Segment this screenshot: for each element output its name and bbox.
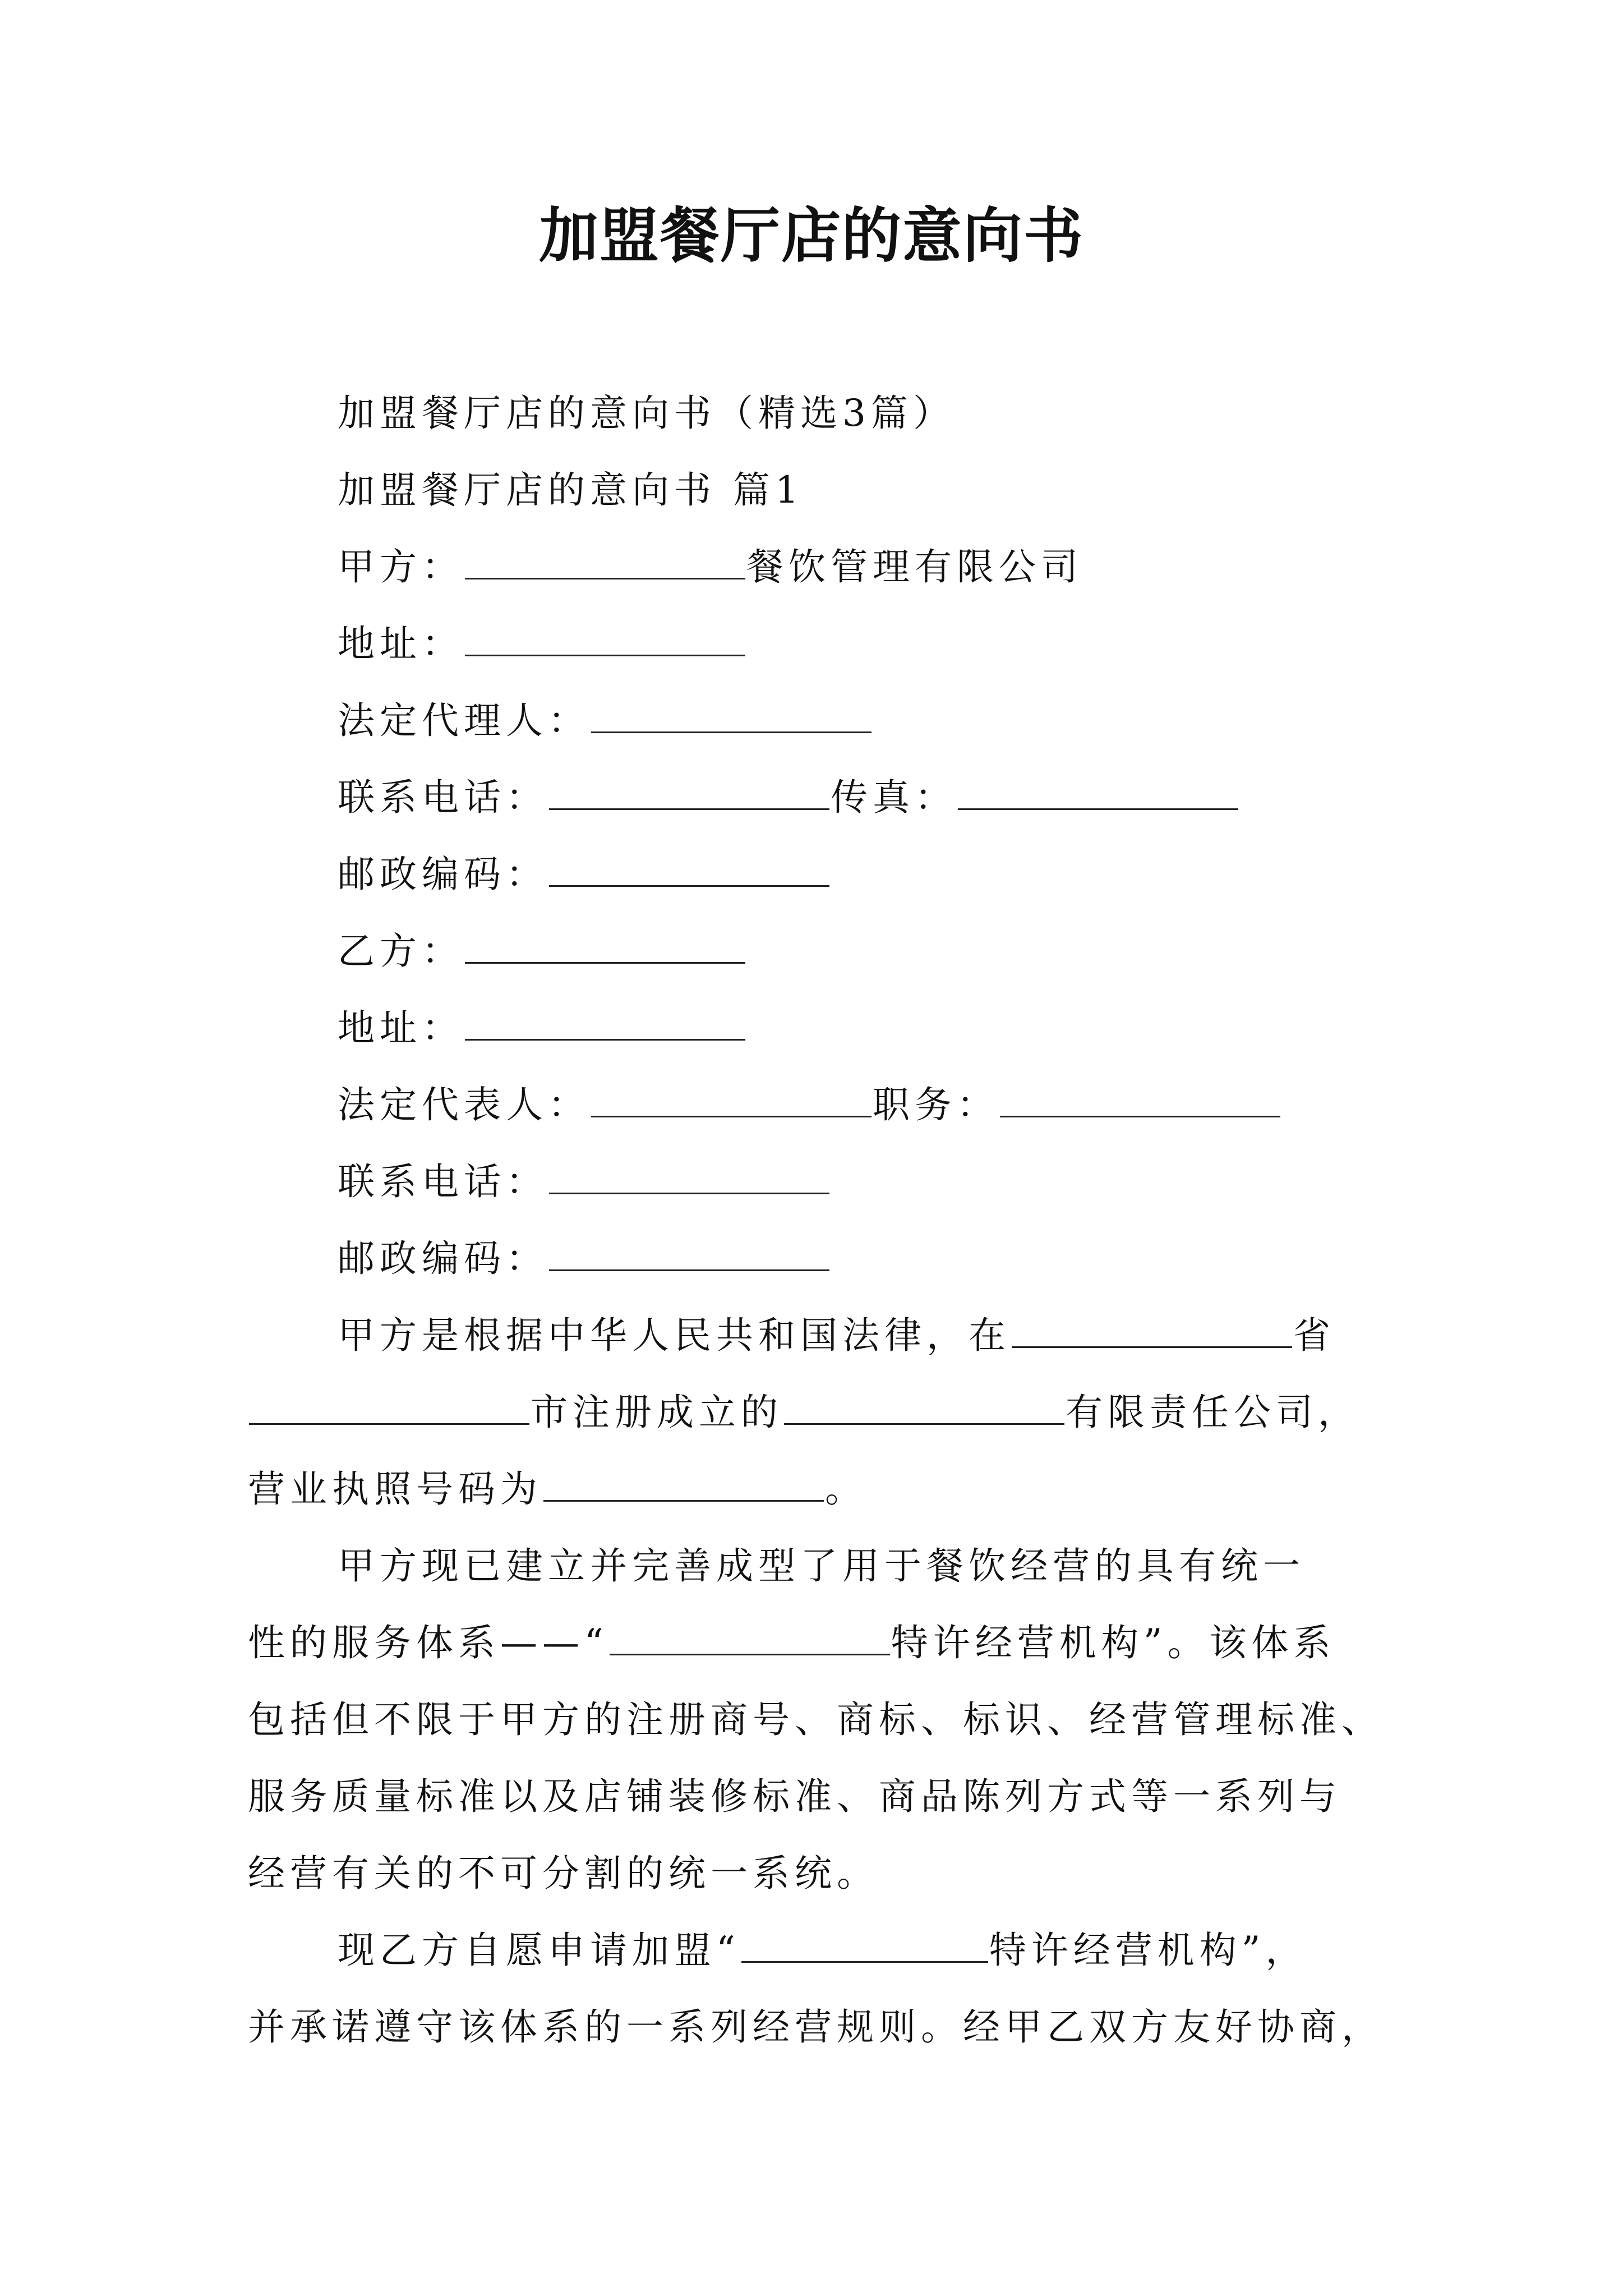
blank-field (1012, 1315, 1292, 1348)
blank-field (958, 777, 1238, 810)
text-run: 市注册成立的 (531, 1391, 783, 1434)
party-a-agent-line (248, 682, 1389, 759)
text-run: 性的服务体系——“ (248, 1621, 608, 1664)
fax-label: 传真： (831, 776, 957, 819)
blank-field (1000, 1084, 1280, 1117)
party-a-suffix: 餐饮管理有限公司 (746, 545, 1083, 588)
blank-field (591, 700, 872, 733)
party-a-postcode-line (248, 836, 1389, 913)
paragraph-line: 服务质量标准以及店铺装修标准、商品陈列方式等一系列与 (248, 1775, 1341, 1818)
party-a-phone-line (248, 759, 1389, 836)
blank-field (465, 1007, 745, 1041)
paragraph-line (248, 1604, 1389, 1681)
paragraph-line (248, 1374, 1389, 1451)
paragraph-line (248, 1912, 1389, 1989)
party-b-postcode-line (248, 1220, 1389, 1297)
text-run: 营业执照号码为 (248, 1467, 542, 1511)
blank-field (549, 1161, 829, 1194)
blank-field (610, 1622, 890, 1655)
document-title: 加盟餐厅店的意向书 (539, 200, 1084, 270)
text-run: 。 (825, 1467, 867, 1511)
party-b-address-line (248, 990, 1389, 1066)
party-b-line (248, 913, 1389, 990)
text-run: 特许经营机构”。该体系 (891, 1621, 1336, 1664)
paragraph-line: 并承诺遵守该体系的一系列经营规则。经甲乙双方友好协商， (248, 2005, 1384, 2049)
party-a-label: 甲方： (338, 545, 464, 588)
text-run: 省 (1293, 1314, 1335, 1357)
postcode-label: 邮政编码： (338, 1237, 548, 1280)
address-label: 地址： (338, 1006, 464, 1050)
paragraph-line (248, 1297, 1389, 1374)
party-b-rep-line (248, 1066, 1389, 1143)
blank-field (249, 1392, 529, 1425)
blank-field (465, 931, 745, 964)
text-run: 特许经营机构”， (989, 1929, 1308, 1972)
party-b-phone-line (248, 1143, 1389, 1220)
paragraph-line: 包括但不限于甲方的注册商号、商标、标识、经营管理标准、 (248, 1698, 1384, 1741)
blank-field (543, 1469, 824, 1502)
blank-field (784, 1392, 1064, 1425)
blank-field (549, 854, 829, 887)
blank-field (465, 546, 745, 579)
party-b-label: 乙方： (338, 930, 464, 973)
blank-field (549, 777, 829, 810)
section-heading: 加盟餐厅店的意向书 篇1 (338, 468, 804, 512)
text-run: 甲方是根据中华人民共和国法律，在 (338, 1314, 1011, 1357)
paragraph-line (248, 1451, 1389, 1527)
blank-field (741, 1930, 988, 1963)
rep-label: 法定代表人： (338, 1083, 590, 1126)
paragraph-line: 甲方现已建立并完善成型了用于餐饮经营的具有统一 (338, 1544, 1305, 1588)
party-a-address-line (248, 605, 1389, 682)
agent-label: 法定代理人： (338, 699, 590, 742)
position-label: 职务： (873, 1083, 999, 1126)
address-label: 地址： (338, 622, 464, 665)
blank-field (591, 1084, 872, 1117)
text-run: 有限责任公司， (1066, 1391, 1360, 1434)
document-body (248, 375, 1389, 2065)
blank-field (549, 1238, 829, 1271)
phone-label: 联系电话： (338, 776, 548, 819)
text-run: 现乙方自愿申请加盟“ (338, 1929, 740, 1972)
paragraph-line: 经营有关的不可分割的统一系统。 (248, 1852, 879, 1895)
party-a-line (248, 528, 1389, 605)
blank-field (465, 623, 745, 656)
phone-label: 联系电话： (338, 1160, 548, 1203)
subtitle: 加盟餐厅店的意向书（精选3篇） (338, 392, 955, 435)
postcode-label: 邮政编码： (338, 853, 548, 896)
